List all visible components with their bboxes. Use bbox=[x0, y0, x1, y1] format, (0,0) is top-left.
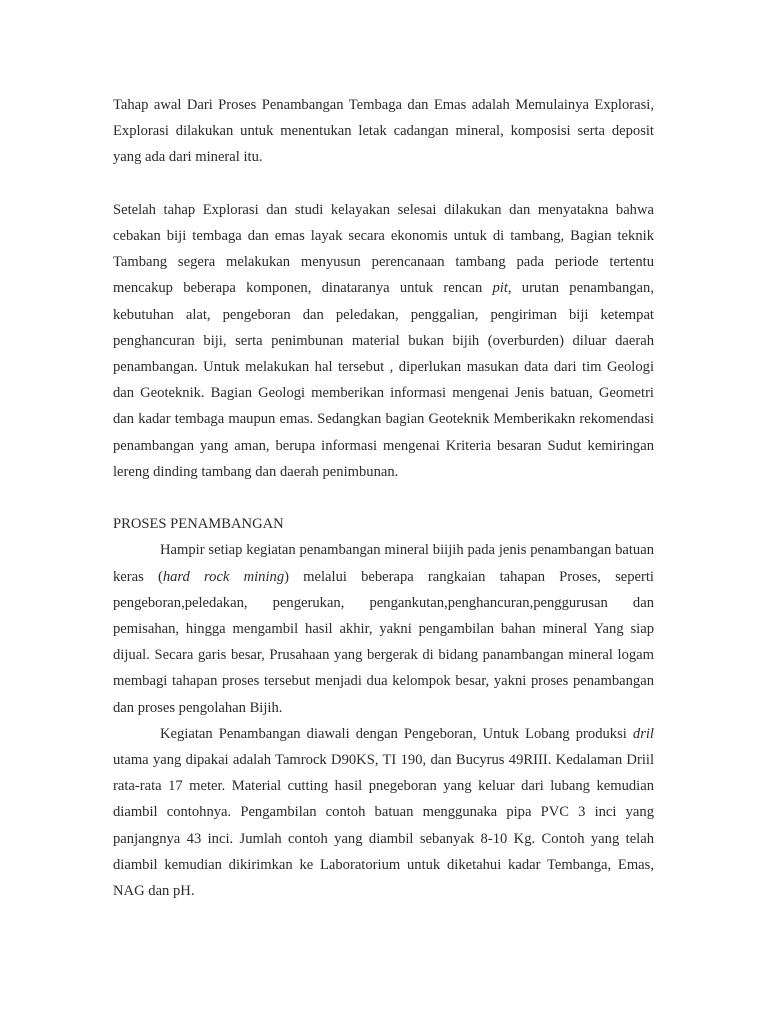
paragraph-spacer bbox=[113, 485, 654, 511]
paragraph-drilling bbox=[113, 721, 654, 904]
italic-term-dril: dril bbox=[632, 725, 654, 742]
paragraph-spacer bbox=[113, 171, 654, 197]
paragraph-exploration bbox=[113, 92, 654, 171]
paragraph-text: utama yang dipakai adalah Tamrock D90KS, TI 190, dan Bucyrus 49RIII. Kedalaman Driil rata-rata 17 meter. Material cutting hasil pnegeboran yang keluar dari lubang kemudian diambil contohnya. Pengambilan contoh batuan menggunaka pipa PVC 3 inci yang panjangnya 43 inci. Jumlah contoh yang diambil sebanyak 8-10 Kg. Contoh yang telah diambil kemudian dikirimkan ke Laboratorium untuk diketahui kadar Tembanga, Emas, NAG dan pH. bbox=[113, 752, 654, 900]
document-page bbox=[113, 92, 654, 904]
italic-term-hard-rock-mining: hard rock mining bbox=[162, 568, 285, 585]
paragraph-text: Kegiatan Penambangan diawali dengan Pengeboran, Untuk Lobang produksi bbox=[160, 725, 633, 742]
section-heading: PROSES PENAMBANGAN bbox=[113, 516, 284, 533]
paragraph-mine-planning bbox=[113, 197, 654, 485]
paragraph-text: Setelah tahap Explorasi dan studi kelayakan selesai dilakukan dan menyatakna bahwa cebakan biji tembaga dan emas layak secara ekonomis untuk di tambang, Bagian teknik Tambang segera melakukan menyusun perencanaan tambang pada periode tertentu mencakup beberapa komponen, dinataranya untuk rencan bbox=[113, 201, 654, 297]
paragraph-process-overview bbox=[113, 537, 654, 720]
italic-term-pit: pit, bbox=[492, 280, 512, 297]
paragraph-text: ) melalui beberapa rangkaian tahapan Proses, seperti pengeboran,peledakan, pengerukan, pengankutan,penghancuran,penggurusan dan pemisahan, hingga mengambil hasil akhir, yakni pengambilan bahan mineral Yang siap dijual. Secara garis besar, Prusahaan yang bergerak di bidang panambangan mineral logam membagi tahapan proses tersebut menjadi dua kelompok besar, yakni proses penambangan dan proses pengolahan Bijih. bbox=[113, 568, 654, 716]
paragraph-text: Hampir setiap kegiatan penambangan mineral biijih pada jenis penambangan batuan keras ( bbox=[113, 542, 654, 585]
paragraph-text: Tahap awal Dari Proses Penambangan Tembaga dan Emas adalah Memulainya Explorasi, Explorasi dilakukan untuk menentukan letak cadangan mineral, komposisi serta deposit yang ada dari mineral itu. bbox=[113, 97, 654, 166]
paragraph-text: urutan penambangan, kebutuhan alat, pengeboran dan peledakan, penggalian, pengiriman biji ketempat penghancuran biji, serta penimbunan material bukan bijih (overburden) diluar daerah penambangan. Untuk melakukan hal tersebut , diperlukan masukan data dari tim Geologi dan Geoteknik. Bagian Geologi memberikan informasi mengenai Jenis batuan, Geometri dan kadar tembaga maupun emas. Sedangkan bagian Geoteknik Memberikakn rekomendasi penambangan yang aman, berupa informasi mengenai Kriteria besaran Sudut kemiringan lereng dinding tambang dan daerah penimbunan. bbox=[113, 280, 654, 480]
